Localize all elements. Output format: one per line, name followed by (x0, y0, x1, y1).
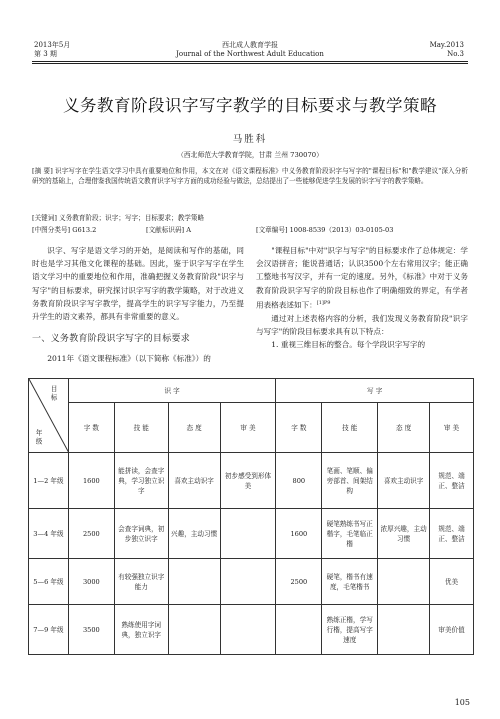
author: 马胜科 (232, 134, 268, 145)
table-cell (220, 509, 276, 559)
table-cell: 3500 (68, 605, 114, 655)
table-cell: 1600 (276, 509, 322, 559)
table-cell: 2500 (68, 509, 114, 559)
table-cell (220, 605, 276, 655)
col-header: 态 度 (378, 403, 430, 453)
table-cell (168, 559, 220, 605)
group-header-shizi: 识 字 (68, 379, 276, 403)
table-cell: 熟练使用字词典，独立识字 (114, 605, 168, 655)
intro-paragraph: 识字、写字是语文学习的开始，是阅读和写作的基础，同时也是学习其他文化课程的基础。因此，鉴于识字写字在学生语文学习中的重要地位和作用，准确把握义务教育阶段"识字与写字"的目标要求，研究探讨识字写字的教学策略，对于改进义务教育阶段识字写字教学，提高学生的识字写字能力，乃至提升学生的语文素养，都具有非常重要的意义。 (32, 246, 244, 322)
header-journal (0, 41, 500, 59)
grade-cell: 5—6 年级 (29, 559, 69, 605)
point-one-paragraph: 1. 重视三维目标的整合。每个学段识字写字的 (271, 339, 426, 349)
table-cell: 800 (276, 453, 322, 509)
table-cell: 笔画、笔顺、偏旁部首、间架结构 (322, 453, 378, 509)
left-column (32, 244, 244, 366)
table-cell: 规范、端正、整洁 (430, 509, 474, 559)
table-cell (378, 605, 430, 655)
table-cell: 1600 (68, 453, 114, 509)
col-header: 态 度 (168, 403, 220, 453)
table-cell: 3000 (68, 559, 114, 605)
citation-sup: [1]P9 (316, 299, 331, 306)
table-row (29, 559, 474, 605)
table-cell: 2500 (276, 559, 322, 605)
journal-name-en: Journal of the Northwest Adult Education (176, 50, 324, 58)
header-right (430, 41, 464, 59)
header-issue: 第 3 期 (34, 50, 57, 58)
table-cell: 兴趣，主动习惯 (168, 509, 220, 559)
col-header: 审 美 (430, 403, 474, 453)
col-header: 字 数 (68, 403, 114, 453)
page-number: 105 (454, 698, 470, 707)
goals-text: "课程目标"中对"识字与写字"的目标要求作了总体规定：学会汉语拼音；能说普通话；认识3500个左右常用汉字；能正确工整地书写汉字，并有一定的速度。另外，《标准》中对于义务教育阶段识字写字的阶段目标也作了明确细致的界定，有学者用表格表述如下： (256, 246, 468, 310)
table-cell (276, 605, 322, 655)
table-cell: 优美 (430, 559, 474, 605)
grade-cell: 1—2 年级 (29, 453, 69, 509)
table-cell (168, 605, 220, 655)
table-cell (378, 559, 430, 605)
table-cell: 能拼读，会查字典，学习独立识字 (114, 453, 168, 509)
right-column (256, 244, 468, 351)
table-cell: 规范、端正、整洁 (430, 453, 474, 509)
table-corner (29, 379, 69, 453)
col-header: 技 能 (322, 403, 378, 453)
corner-label-goal: 目标 (49, 385, 57, 403)
abstract: [摘 要] 识字写字在学生语文学习中具有重要地位和作用，本文在对《语文课程标准》中义务教育阶段识字与写字的"课程目标"和"教学建议"深入分析研究的基础上，合理借鉴我国传统语文教育识字写字方面的成功经验与做法，总结提出了一些能够促进学生发展的识字写字的教学策略。 (32, 167, 468, 185)
grade-cell: 7—9 年级 (29, 605, 69, 655)
table-cell: 初步感受到形体美 (220, 453, 276, 509)
col-header: 技 能 (114, 403, 168, 453)
table-cell: 熟练正楷，学写行楷，提高写字速度 (322, 605, 378, 655)
affiliation: （西北师范大学教育学院，甘肃 兰州 730070） (177, 151, 323, 159)
keywords: [关键词] 义务教育阶段；识字；写字；目标要求；教学策略 (32, 214, 205, 222)
table-cell (220, 559, 276, 605)
header-rule-2 (32, 63, 468, 64)
goals-table (28, 378, 474, 655)
journal-name-cn: 西北成人教育学报 (222, 41, 278, 49)
analysis-paragraph: 通过对上述表格内容的分析，我们发现义务教育阶段"识字与写字"的阶段目标要求具有以下特点： (256, 313, 468, 336)
article-title: 义务教育阶段识字写字教学的目标要求与教学策略 (63, 96, 437, 115)
table-row (29, 453, 474, 509)
col-header: 字 数 (276, 403, 322, 453)
header-rule-1 (32, 61, 468, 62)
table-cell: 会查字词典，初步独立识字 (114, 509, 168, 559)
corner-label-grade: 年级 (34, 429, 42, 447)
header-issue-en: No.3 (447, 50, 464, 58)
table-cell: 喜欢主动识字 (168, 453, 220, 509)
table-row (29, 509, 474, 559)
section-heading-1: 一、义务教育阶段识字写字的目标要求 (32, 334, 191, 345)
col-header: 审 美 (220, 403, 276, 453)
header-date: 2013年5月 (34, 41, 71, 49)
goals-paragraph (256, 244, 468, 312)
table-cell: 硬笔，楷书有速度，毛笔楷书 (322, 559, 378, 605)
table-cell: 审美价值 (430, 605, 474, 655)
table-cell: 喜欢主动识字 (378, 453, 430, 509)
section-paragraph: 2011年《语文课程标准》（以下简称《标准》）的 (47, 354, 211, 364)
grade-cell: 3—4 年级 (29, 509, 69, 559)
clc-number: [中图分类号] G613.2 (32, 226, 97, 234)
table-cell: 硬笔熟练书写正楷字，毛笔临正楷 (322, 509, 378, 559)
table-row (29, 605, 474, 655)
document-code: [文献标识码] A (146, 226, 191, 234)
group-header-xiezi: 写 字 (276, 379, 474, 403)
header-date-en: May.2013 (429, 41, 464, 49)
article-number: [文章编号] 1008-8539（2013）03-0105-03 (256, 226, 394, 234)
table-cell: 有较强独立识字能力 (114, 559, 168, 605)
table-cell: 浓厚兴趣，主动习惯 (378, 509, 430, 559)
